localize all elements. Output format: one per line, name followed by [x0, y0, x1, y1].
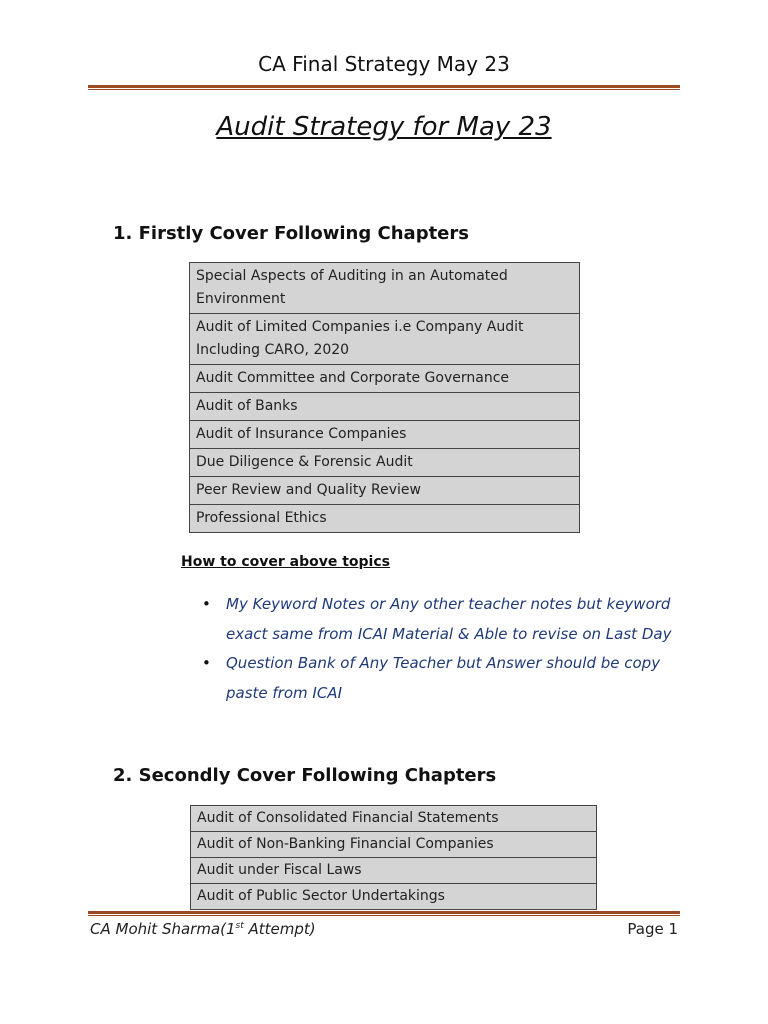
- how-to-heading: How to cover above topics: [181, 554, 390, 570]
- table-row: [190, 449, 580, 477]
- footer-author: [90, 920, 316, 938]
- section-1-chapter-table: [189, 262, 580, 533]
- table-row: [191, 858, 597, 884]
- chapter-cell: Audit under Fiscal Laws: [191, 858, 597, 884]
- list-item: [202, 649, 704, 708]
- table-row: [190, 477, 580, 505]
- chapter-cell: Audit of Limited Companies i.e Company Audit Including CARO, 2020: [190, 314, 580, 365]
- chapter-cell: Due Diligence & Forensic Audit: [190, 449, 580, 477]
- chapter-cell: Peer Review and Quality Review: [190, 477, 580, 505]
- document-title: Audit Strategy for May 23: [216, 112, 552, 142]
- list-item-text: Question Bank of Any Teacher but Answer should be copy paste from ICAI: [226, 654, 661, 702]
- footer-author-superscript: st: [235, 921, 244, 931]
- bullet-icon: •: [202, 595, 211, 613]
- list-item-text: My Keyword Notes or Any other teacher notes but keyword exact same from ICAI Material & Able to revise on Last Day: [226, 595, 672, 643]
- list-item: [202, 590, 704, 649]
- section-1-heading: 1. Firstly Cover Following Chapters: [113, 223, 469, 244]
- header-divider: [88, 85, 680, 90]
- chapter-cell: Audit of Banks: [190, 393, 580, 421]
- page-number: Page 1: [627, 920, 678, 938]
- footer-divider: [88, 911, 680, 916]
- table-row: [190, 365, 580, 393]
- how-to-list: [200, 590, 704, 708]
- table-row: [191, 832, 597, 858]
- table-row: [190, 421, 580, 449]
- table-row: [191, 884, 597, 910]
- footer-author-suffix: Attempt): [243, 920, 316, 938]
- chapter-cell: Audit of Public Sector Undertakings: [191, 884, 597, 910]
- footer-author-prefix: CA Mohit Sharma(1: [90, 920, 236, 938]
- table-row: [190, 505, 580, 533]
- section-2-heading: 2. Secondly Cover Following Chapters: [113, 765, 497, 786]
- table-row: [191, 806, 597, 832]
- chapter-cell: Audit of Insurance Companies: [190, 421, 580, 449]
- section-2-chapter-table: [190, 805, 597, 910]
- table-row: [190, 393, 580, 421]
- chapter-cell: Audit of Consolidated Financial Statements: [191, 806, 597, 832]
- table-row: [190, 314, 580, 365]
- page-header-title: CA Final Strategy May 23: [258, 52, 510, 76]
- bullet-icon: •: [202, 654, 211, 672]
- chapter-cell: Professional Ethics: [190, 505, 580, 533]
- chapter-cell: Audit of Non-Banking Financial Companies: [191, 832, 597, 858]
- chapter-cell: Audit Committee and Corporate Governance: [190, 365, 580, 393]
- chapter-cell: Special Aspects of Auditing in an Automated Environment: [190, 263, 580, 314]
- table-row: [190, 263, 580, 314]
